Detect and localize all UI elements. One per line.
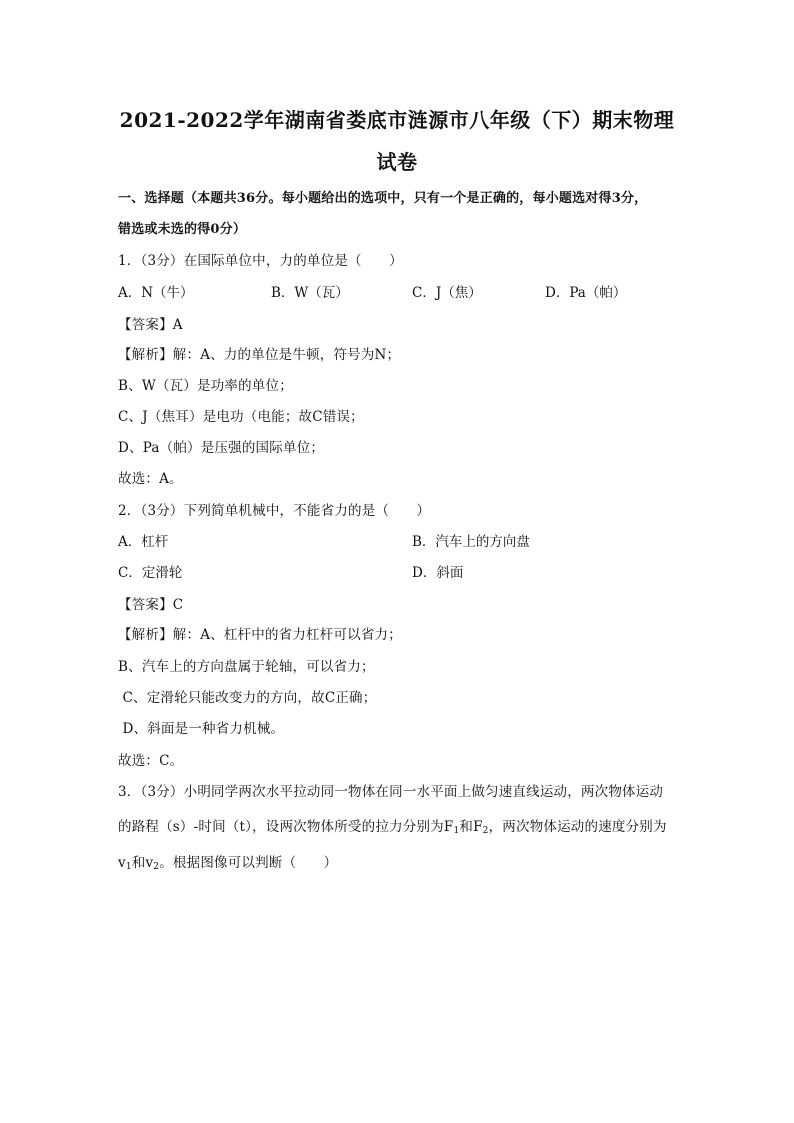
question-2-answer: 【答案】C — [118, 597, 184, 613]
question-1-option-c: C．J（焦） — [412, 285, 482, 301]
section-heading-line-1: 一、选择题（本题共36分。每小题给出的选项中，只有一个是正确的，每小题选对得3分， — [118, 191, 648, 206]
question-1-analysis-line: 【解析】解：A、力的单位是牛顿，符号为N； — [118, 347, 401, 363]
document-title-line-1: 2021-2022学年湖南省娄底市涟源市八年级（下）期末物理 — [119, 108, 675, 132]
question-1-option-d: D．Pa（帕） — [545, 285, 627, 301]
question-1-analysis-line: B、W（瓦）是功率的单位； — [118, 378, 293, 394]
question-1-analysis-line: D、Pa（帕）是压强的国际单位； — [118, 440, 325, 456]
question-2-option-d: D．斜面 — [412, 565, 464, 581]
question-2-analysis-line: 【解析】解：A、杠杆中的省力杠杆可以省力； — [118, 627, 402, 643]
question-2-analysis-line: D、斜面是一种省力机械。 — [118, 721, 285, 737]
question-2-stem: 2．（3分）下列简单机械中，不能省力的是（ ） — [118, 503, 431, 519]
question-2-option-b: B．汽车上的方向盘 — [412, 534, 530, 550]
question-2-option-c: C．定滑轮 — [118, 565, 183, 581]
question-2-option-a: A．杠杆 — [118, 534, 169, 550]
question-1-stem: 1．（3分）在国际单位中，力的单位是（ ） — [118, 253, 403, 269]
question-2-analysis-line: C、定滑轮只能改变力的方向，故C正确； — [118, 690, 377, 706]
document-title-line-2: 试卷 — [376, 150, 418, 174]
question-3-stem-line-1: 3．（3分）小明同学两次水平拉动同一物体在同一水平面上做匀速直线运动，两次物体运动 — [118, 784, 664, 800]
question-3-stem-line-3: $v_1$和$v_2$。根据图像可以判断（ ） — [118, 855, 338, 872]
question-1-option-b: B．W（瓦） — [271, 285, 349, 301]
section-heading-line-2: 错选或未选的得0分） — [118, 222, 247, 237]
question-3-stem-line-2: 的路程（s）-时间（t），设两次物体所受的拉力分别为$F_1$和$F_2$，两次物体运动的速度分别为 — [118, 819, 667, 836]
question-2-analysis-line: 故选：C。 — [118, 753, 184, 769]
question-1-answer: 【答案】A — [118, 317, 183, 333]
question-1-option-a: A．N（牛） — [118, 285, 194, 301]
question-1-analysis-line: C、J（焦耳）是电功（电能；故C错误； — [118, 409, 364, 425]
question-2-analysis-line: B、汽车上的方向盘属于轮轴，可以省力； — [118, 659, 375, 675]
question-1-analysis-line: 故选：A。 — [118, 471, 183, 487]
